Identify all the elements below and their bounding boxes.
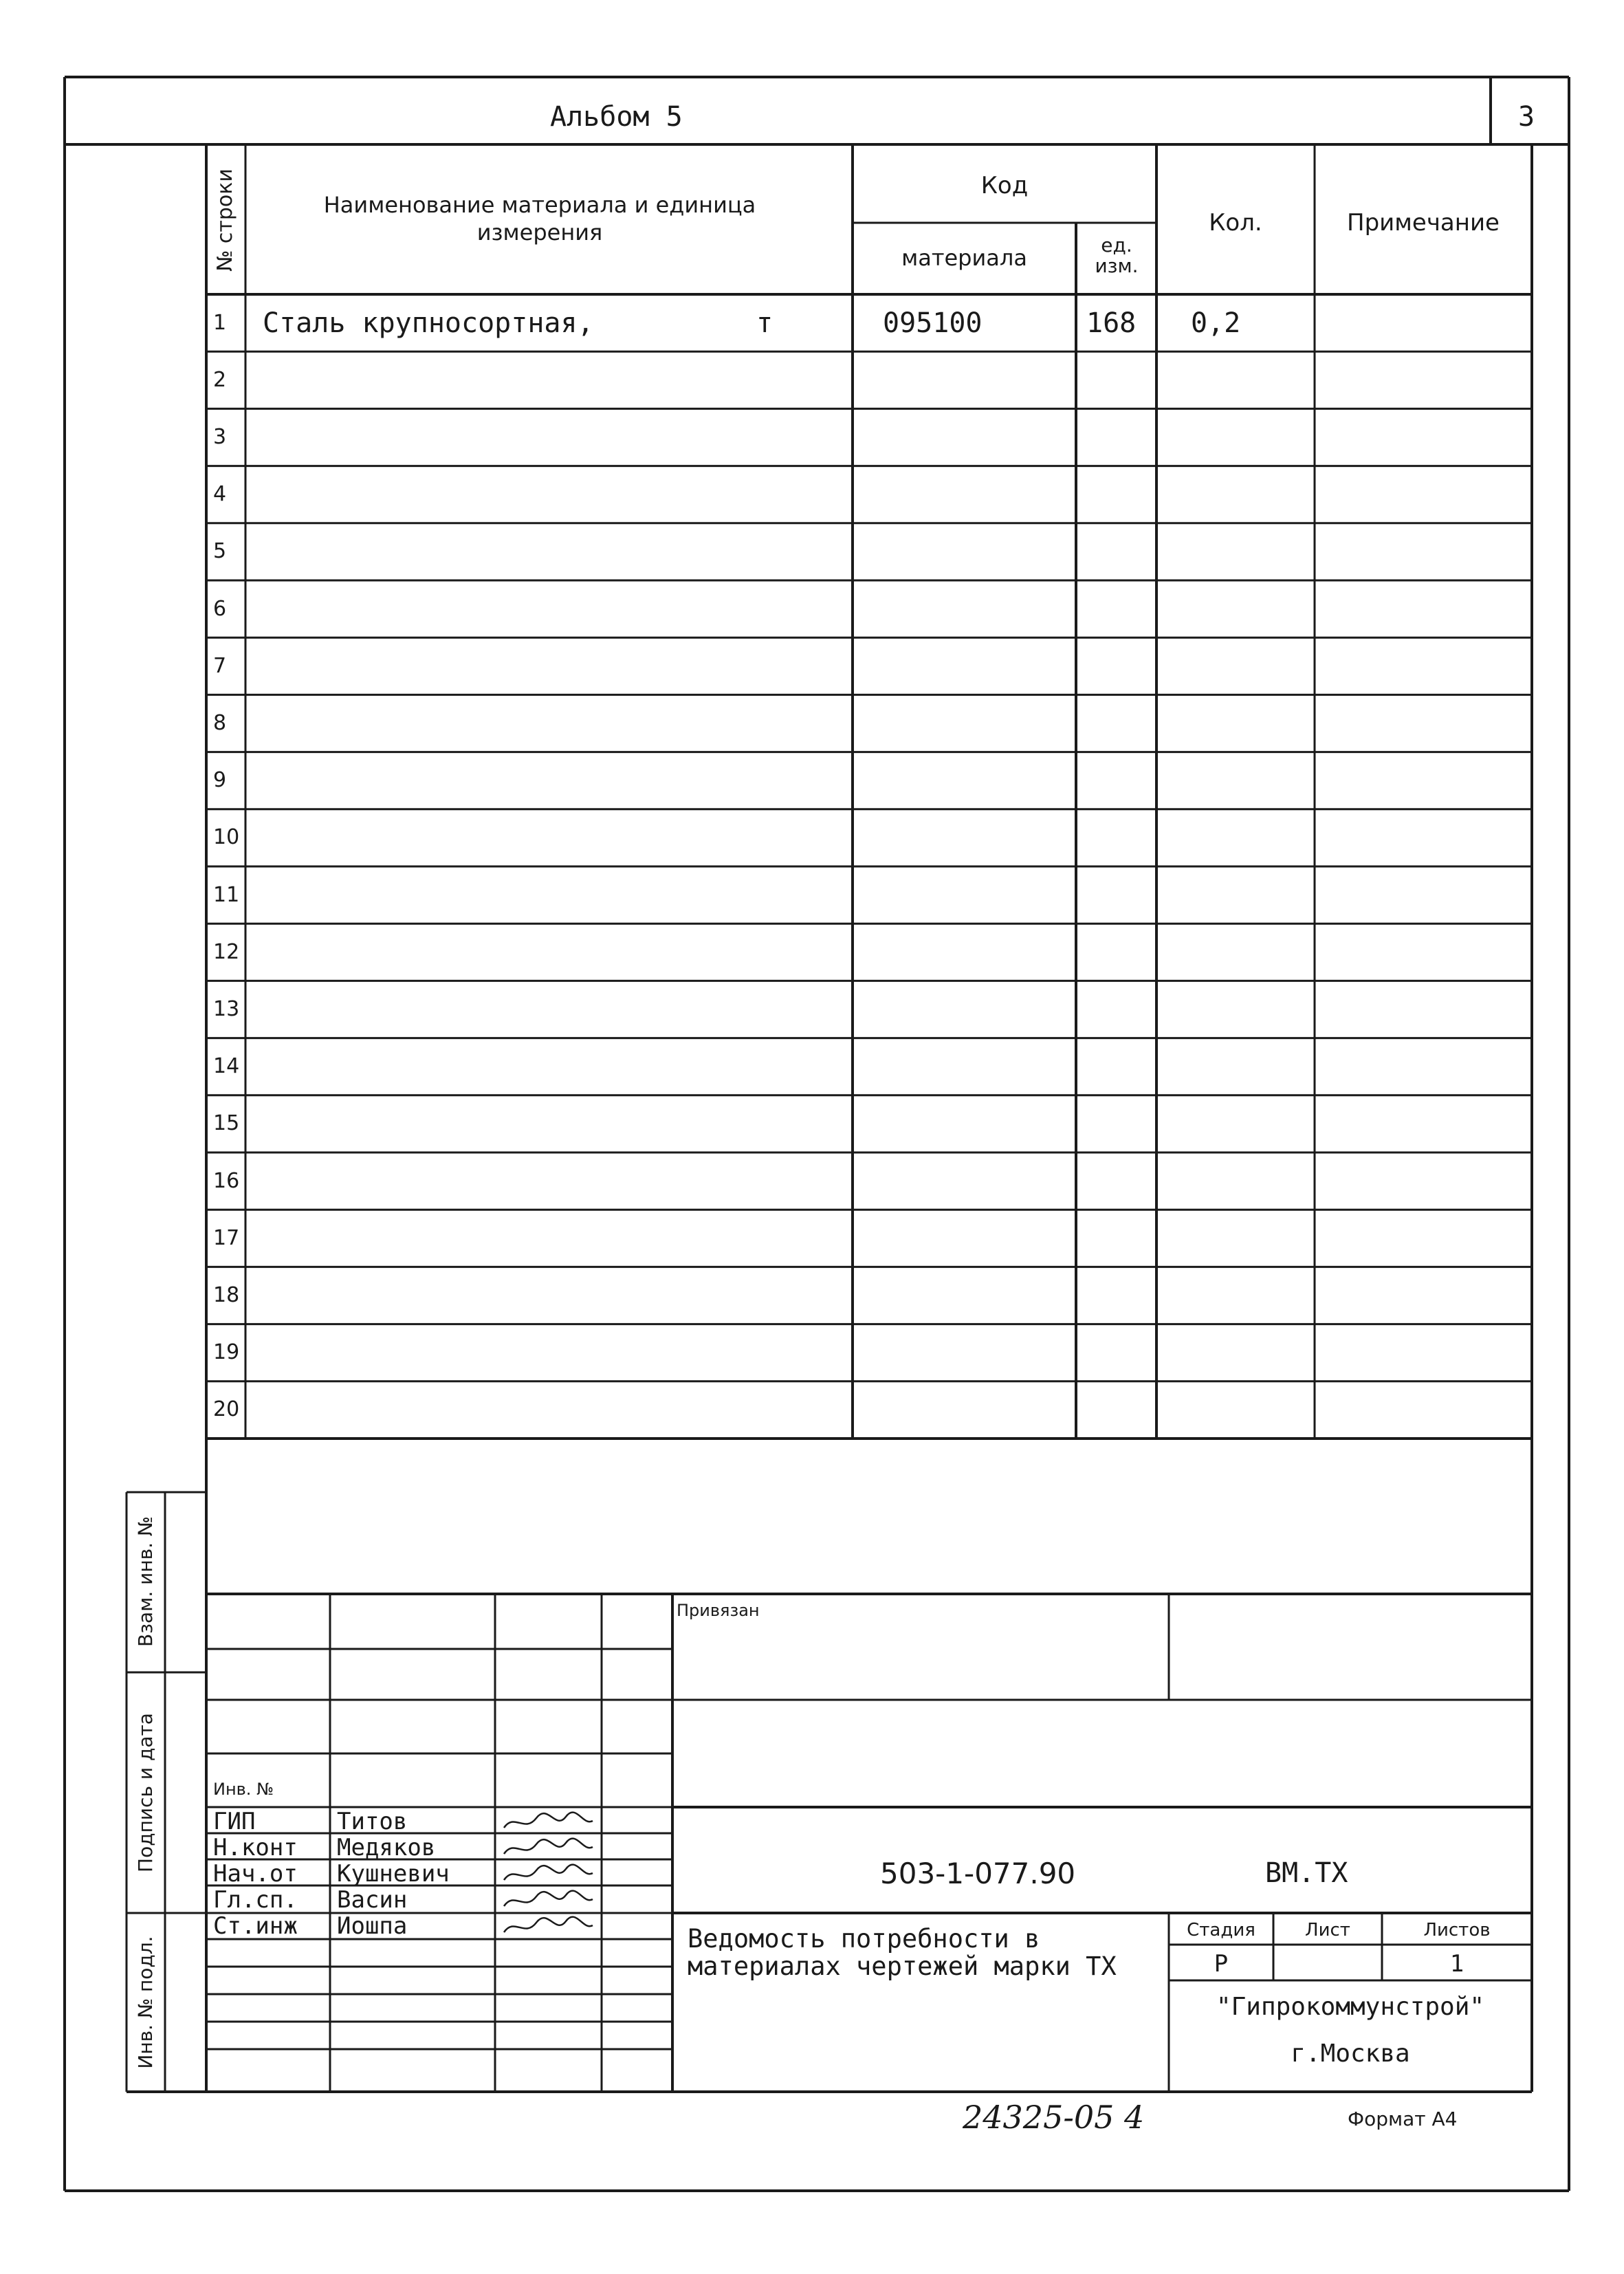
signatory-role: Н.конт (213, 1834, 298, 1861)
signatory-name: Васин (337, 1886, 408, 1914)
bound-label: Привязан (677, 1601, 760, 1620)
material-code: 095100 (883, 307, 983, 339)
signature (501, 1836, 597, 1861)
sheet-label: Лист (1305, 1920, 1350, 1940)
table-row (206, 637, 1532, 695)
table-row (206, 1038, 1532, 1095)
row-number: 13 (213, 996, 240, 1021)
signatory-role: Нач.от (213, 1860, 298, 1888)
signature (501, 1862, 597, 1887)
table-row (206, 695, 1532, 752)
stamp-signature-date: Подпись и дата (134, 1713, 157, 1872)
signatory-name: Кушневич (337, 1860, 450, 1888)
table-row (206, 580, 1532, 637)
inv-label: Инв. № (213, 1780, 274, 1799)
material-name: Сталь крупносортная, (263, 307, 594, 339)
row-number: 11 (213, 882, 240, 907)
signatory-name: Иошпа (337, 1912, 408, 1940)
document-title: Ведомость потребности в материалах чертежей марки ТХ (688, 1924, 1117, 1981)
signatory-name: Титов (337, 1808, 408, 1835)
table-row (206, 294, 1532, 351)
signatory-role: Ст.инж (213, 1912, 298, 1940)
document-mark: ВМ.ТХ (1265, 1857, 1348, 1889)
stage-label: Стадия (1187, 1920, 1255, 1940)
table-row (206, 1210, 1532, 1267)
table-row (206, 752, 1532, 809)
signatory-role: ГИП (213, 1808, 256, 1835)
col-header-row-number: № строки (213, 168, 237, 272)
row-number: 15 (213, 1111, 240, 1136)
signature (501, 1914, 597, 1939)
stage-value: Р (1214, 1950, 1229, 1978)
row-number: 4 (213, 482, 227, 507)
table-row (206, 351, 1532, 408)
row-number: 19 (213, 1340, 240, 1365)
col-header-code: Код (980, 172, 1029, 199)
table-row (206, 1095, 1532, 1152)
row-number: 14 (213, 1054, 240, 1079)
page-number: 3 (1518, 101, 1535, 133)
material-unit: т (756, 307, 773, 339)
stamp-original-inv: Инв. № подл. (134, 1936, 157, 2069)
col-header-quantity: Кол. (1209, 209, 1262, 237)
table-row (206, 923, 1532, 981)
signatory-role: Гл.сп. (213, 1886, 298, 1914)
table-row (206, 1324, 1532, 1381)
document-code: 503-1-077.90 (880, 1857, 1076, 1890)
organization: "Гипрокоммунстрой" (1216, 1993, 1485, 2021)
album-title: Альбом 5 (550, 101, 683, 133)
row-number: 16 (213, 1168, 240, 1193)
signatory-name: Медяков (337, 1834, 436, 1861)
row-number: 17 (213, 1225, 240, 1250)
table-row (206, 809, 1532, 866)
table-row (206, 981, 1532, 1038)
row-number: 18 (213, 1282, 240, 1307)
sheets-label: Листов (1423, 1920, 1491, 1940)
row-number: 8 (213, 710, 227, 735)
row-number: 5 (213, 539, 227, 564)
row-number: 1 (213, 310, 227, 335)
format-label: Формат А4 (1348, 2108, 1458, 2130)
table-row (206, 523, 1532, 580)
col-header-name: Наименование материала и единица измерения (323, 192, 756, 245)
row-number: 6 (213, 596, 227, 621)
row-number: 12 (213, 939, 240, 964)
archive-number: 24325-05 4 (963, 2099, 1145, 2136)
row-number: 9 (213, 768, 227, 793)
table-row (206, 1381, 1532, 1439)
table-row (206, 866, 1532, 923)
table-row (206, 1267, 1532, 1324)
row-number: 7 (213, 653, 227, 678)
col-header-note: Примечание (1347, 209, 1500, 237)
row-number: 10 (213, 825, 240, 850)
col-header-material-code: материала (901, 245, 1027, 271)
row-number: 20 (213, 1397, 240, 1422)
signature (501, 1888, 597, 1913)
sheets-value: 1 (1449, 1950, 1464, 1978)
row-number: 2 (213, 367, 227, 392)
row-number: 3 (213, 424, 227, 449)
quantity: 0,2 (1191, 307, 1241, 339)
signature (501, 1810, 597, 1835)
stamp-replacement-inv: Взам. инв. № (134, 1516, 157, 1648)
city: г.Москва (1291, 2040, 1410, 2068)
col-header-unit-code: ед. изм. (1095, 234, 1139, 277)
table-row (206, 1152, 1532, 1210)
unit-code: 168 (1086, 307, 1137, 339)
table-row (206, 408, 1532, 466)
table-row (206, 466, 1532, 523)
